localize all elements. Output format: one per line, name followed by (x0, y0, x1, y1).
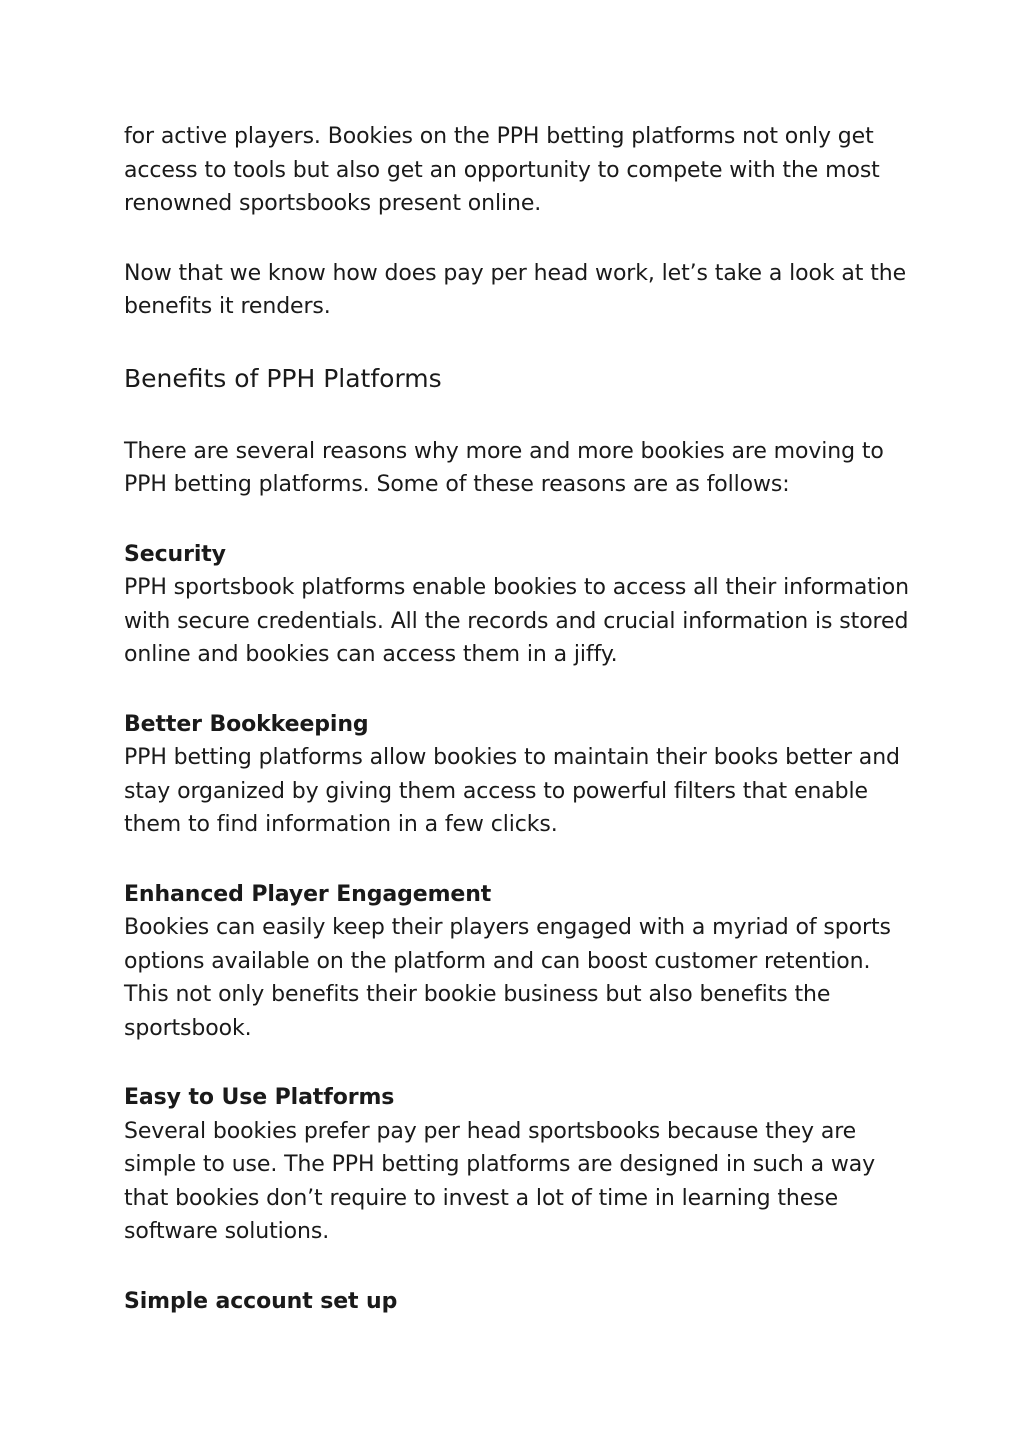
intro-paragraph-1: for active players. Bookies on the PPH betting platforms not only get access to tools but also get an opportunity to compete with the most renowned sportsbooks present online. (124, 124, 880, 216)
benefit-item-security (124, 538, 914, 672)
intro-paragraph-2: Now that we know how does pay per head work, let’s take a look at the benefits it renders. (124, 260, 907, 319)
benefit-title: Easy to Use Platforms (124, 1085, 395, 1110)
benefit-title: Simple account set up (124, 1288, 398, 1314)
spacer (124, 672, 914, 708)
benefit-item-easy-to-use-platforms (124, 1081, 914, 1249)
benefit-text: PPH sportsbook platforms enable bookies to access all their information with secure credentials. All the records and crucial information is stored online and bookies can access them in a jiffy. (124, 575, 909, 667)
benefit-item-better-bookkeeping (124, 708, 914, 842)
benefit-title: Security (124, 541, 226, 567)
spacer (124, 502, 914, 538)
benefit-title: Better Bookkeeping (124, 711, 369, 737)
benefit-item-enhanced-player-engagement (124, 878, 914, 1046)
spacer (124, 221, 914, 257)
spacer (124, 1045, 914, 1081)
document-page (124, 120, 914, 1318)
spacer (124, 1249, 914, 1285)
spacer (124, 324, 914, 362)
spacer (124, 396, 914, 435)
section-heading: Benefits of PPH Platforms (124, 363, 442, 393)
benefit-text: Several bookies prefer pay per head sportsbooks because they are simple to use. The PPH betting platforms are designed in such a way that bookies don’t require to invest a lot of time in learning these software solutions. (124, 1118, 876, 1244)
spacer (124, 842, 914, 878)
benefit-item-simple-account-set-up (124, 1285, 914, 1319)
benefit-text: PPH betting platforms allow bookies to maintain their books better and stay organized by giving them access to powerful filters that enable them to find information in a few clicks. (124, 745, 900, 837)
benefit-text: Bookies can easily keep their players engaged with a myriad of sports options available on the platform and can boost customer retention. This not only benefits their bookie business but also benefits the sportsbook. (124, 915, 891, 1041)
section-intro-paragraph: There are several reasons why more and more bookies are moving to PPH betting platforms. Some of these reasons are as follows: (124, 438, 884, 497)
benefit-title: Enhanced Player Engagement (124, 881, 492, 907)
